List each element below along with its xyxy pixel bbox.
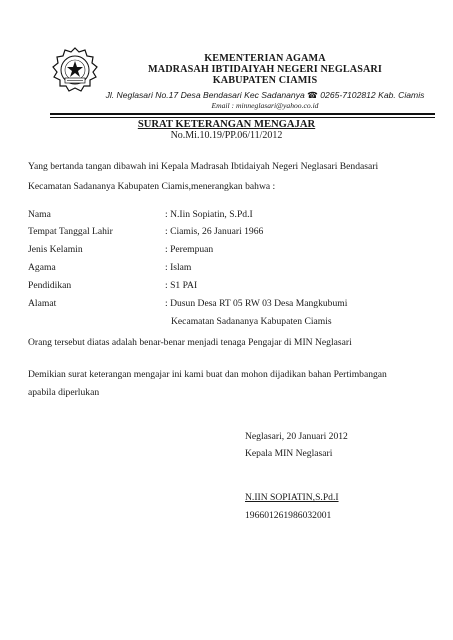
field-value-address: : Dusun Desa RT 05 RW 03 Desa Mangkubumi	[165, 298, 348, 309]
intro-text-line1: Yang bertanda tangan dibawah ini Kepala Madrasah Ibtidaiyah Negeri Neglasari Bendasari	[28, 161, 379, 172]
signature-nip: 196601261986032001	[245, 510, 332, 521]
closing-text-line1: Demikian surat keterangan mengajar ini kami buat dan mohon dijadikan bahan Pertimbangan	[28, 369, 387, 380]
letterhead-email: Email : minneglasari@yahoo.co.id	[211, 101, 319, 110]
field-label-nama: Nama	[28, 209, 51, 220]
field-label-ttl: Tempat Tanggal Lahir	[28, 226, 113, 237]
statement-text: Orang tersebut diatas adalah benar-benar menjadi tenaga Pengajar di MIN Neglasari	[28, 337, 352, 348]
closing-text-line2: apabila diperlukan	[28, 387, 100, 398]
letterhead-divider-thin	[50, 117, 435, 118]
letterhead-regency: KABUPATEN CIAMIS	[212, 75, 318, 86]
letterhead-school: MADRASAH IBTIDAIYAH NEGERI NEGLASARI	[148, 64, 382, 75]
field-value-education: : S1 PAI	[165, 280, 198, 291]
field-label-religion: Agama	[28, 262, 56, 273]
signature-position: Kepala MIN Neglasari	[245, 448, 333, 459]
field-value-gender: : Perempuan	[165, 244, 214, 255]
document-title: SURAT KETERANGAN MENGAJAR	[137, 119, 316, 130]
letterhead-ministry: KEMENTERIAN AGAMA	[204, 53, 326, 64]
field-value-address-line2: Kecamatan Sadananya Kabupaten Ciamis	[171, 316, 332, 327]
signature-place-date: Neglasari, 20 Januari 2012	[245, 431, 348, 442]
document-number: No.Mi.10.19/PP.06/11/2012	[170, 130, 283, 141]
field-value-ttl: : Ciamis, 26 Januari 1966	[165, 226, 264, 237]
signature-name: N.IIN SOPIATIN,S.Pd.I	[245, 492, 339, 503]
field-label-education: Pendidikan	[28, 280, 72, 291]
letterhead-address: Jl. Neglasari No.17 Desa Bendasari Kec Sadananya ☎ 0265-7102812 Kab. Ciamis	[105, 90, 425, 100]
field-label-address: Alamat	[28, 298, 57, 309]
ministry-logo	[52, 47, 98, 93]
field-value-religion: : Islam	[165, 262, 192, 273]
field-value-nama: : N.Iin Sopiatin, S.Pd.I	[165, 209, 253, 220]
field-label-gender: Jenis Kelamin	[28, 244, 83, 255]
letterhead-divider	[50, 113, 435, 115]
intro-text-line2: Kecamatan Sadananya Kabupaten Ciamis,menerangkan bahwa :	[28, 181, 276, 192]
